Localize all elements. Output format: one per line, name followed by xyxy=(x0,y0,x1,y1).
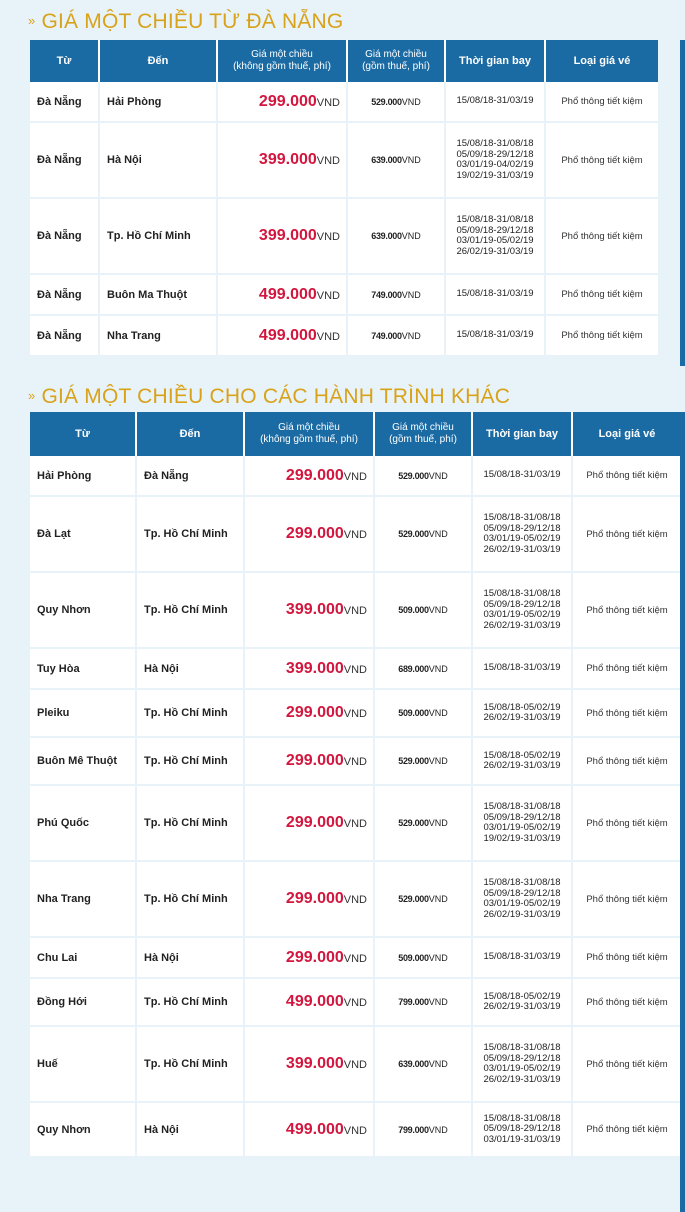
price-value: 299.000 xyxy=(285,704,344,721)
price-value: 299.000 xyxy=(285,466,344,484)
currency-label: VND xyxy=(316,231,340,243)
origin-cell: Đà Nẵng xyxy=(30,123,100,199)
date-range: 03/01/19-05/02/19 xyxy=(483,898,561,909)
section-heading xyxy=(28,385,510,409)
header-line: (gồm thuế, phí) xyxy=(362,61,430,72)
currency-label: VND xyxy=(428,708,448,718)
date-range: 15/08/18-31/08/18 xyxy=(483,588,561,599)
price-with-tax-cell xyxy=(375,573,473,649)
travel-period-cell xyxy=(473,456,573,497)
price-with-tax-cell xyxy=(375,1103,473,1158)
header-line: (không gồm thuế, phí) xyxy=(233,61,331,72)
table-row xyxy=(30,497,681,573)
price-value: 399.000 xyxy=(258,151,317,168)
origin-cell: Đà Nẵng xyxy=(30,275,100,316)
date-range: 03/01/19-05/02/19 xyxy=(483,1063,561,1074)
price-value: 499.000 xyxy=(285,1120,344,1138)
fare-type-cell: Phổ thông tiết kiệm xyxy=(573,786,681,862)
table-row xyxy=(30,275,658,316)
chevron-down-icon: » xyxy=(28,388,36,403)
date-range: 15/08/18-31/08/18 xyxy=(483,512,561,523)
price-value: 499.000 xyxy=(258,326,317,344)
header-line: Giá một chiều xyxy=(392,422,454,433)
price-with-tax-value: 639.000 xyxy=(371,231,402,241)
price-with-tax-value: 509.000 xyxy=(398,708,429,718)
destination-cell: Tp. Hồ Chí Minh xyxy=(137,1027,245,1103)
destination-cell: Tp. Hồ Chí Minh xyxy=(137,738,245,786)
price-value: 299.000 xyxy=(285,525,344,542)
date-range: 05/09/18-29/12/18 xyxy=(483,598,561,610)
currency-label: VND xyxy=(401,231,421,241)
date-range: 05/09/18-29/12/18 xyxy=(483,811,561,823)
currency-label: VND xyxy=(428,818,448,828)
price-with-tax-value: 509.000 xyxy=(398,605,429,615)
travel-period-cell xyxy=(473,786,573,862)
price-value: 299.000 xyxy=(285,948,344,966)
price-with-tax-cell xyxy=(375,497,473,573)
price-value: 299.000 xyxy=(258,92,317,110)
price-cell xyxy=(245,1103,375,1158)
price-with-tax-value: 529.000 xyxy=(398,894,429,904)
table-row xyxy=(30,82,658,123)
fare-type-cell: Phổ thông tiết kiệm xyxy=(546,275,658,316)
date-range: 03/01/19-05/02/19 xyxy=(483,533,561,544)
price-cell xyxy=(218,123,348,199)
date-range: 15/08/18-31/03/19 xyxy=(456,95,534,107)
currency-label: VND xyxy=(343,1059,367,1071)
currency-label: VND xyxy=(428,529,448,539)
price-with-tax-value: 749.000 xyxy=(371,289,402,300)
section-title: GIÁ MỘT CHIỀU CHO CÁC HÀNH TRÌNH KHÁC xyxy=(41,385,511,408)
fare-type-cell: Phổ thông tiết kiệm xyxy=(573,979,681,1027)
origin-cell: Đà Nẵng xyxy=(30,199,100,275)
column-header-to: Đến xyxy=(137,412,245,456)
date-range: 26/02/19-31/03/19 xyxy=(483,712,561,723)
section-heading xyxy=(28,10,343,34)
origin-cell: Hải Phòng xyxy=(30,456,137,497)
price-cell xyxy=(245,862,375,938)
header-row xyxy=(30,40,658,82)
price-with-tax-cell xyxy=(375,786,473,862)
travel-period-cell xyxy=(473,938,573,979)
table-row xyxy=(30,649,681,690)
destination-cell: Hà Nội xyxy=(137,649,245,690)
table-row xyxy=(30,573,681,649)
table-row xyxy=(30,123,658,199)
date-range: 03/01/19-05/02/19 xyxy=(483,822,561,833)
currency-label: VND xyxy=(428,997,448,1007)
fare-table xyxy=(30,40,658,357)
date-range: 05/09/18-29/12/18 xyxy=(456,148,534,160)
column-header-travel-time: Thời gian bay xyxy=(473,412,573,456)
column-header-fare-type: Loại giá vé xyxy=(573,412,681,456)
price-with-tax-value: 689.000 xyxy=(398,663,429,674)
date-range: 15/08/18-31/03/19 xyxy=(456,329,534,341)
price-value: 399.000 xyxy=(285,1055,344,1072)
destination-cell: Tp. Hồ Chí Minh xyxy=(137,497,245,573)
currency-label: VND xyxy=(401,289,421,300)
price-cell xyxy=(245,938,375,979)
currency-label: VND xyxy=(343,997,367,1009)
date-range: 15/08/18-31/03/19 xyxy=(483,662,561,674)
header-line: Giá một chiều xyxy=(365,49,427,60)
currency-label: VND xyxy=(316,96,340,109)
origin-cell: Tuy Hòa xyxy=(30,649,137,690)
destination-cell: Hải Phòng xyxy=(100,82,218,123)
price-cell xyxy=(245,649,375,690)
currency-label: VND xyxy=(428,470,448,481)
date-range: 15/08/18-31/03/19 xyxy=(456,288,534,300)
date-range: 26/02/19-31/03/19 xyxy=(483,543,561,555)
travel-period-cell xyxy=(446,82,546,123)
origin-cell: Đồng Hới xyxy=(30,979,137,1027)
destination-cell: Đà Nẵng xyxy=(137,456,245,497)
origin-cell: Đà Lạt xyxy=(30,497,137,573)
destination-cell: Hà Nội xyxy=(100,123,218,199)
currency-label: VND xyxy=(343,605,367,617)
currency-label: VND xyxy=(428,894,448,904)
price-with-tax-cell xyxy=(375,862,473,938)
currency-label: VND xyxy=(343,818,367,830)
price-with-tax-value: 509.000 xyxy=(398,952,429,963)
price-cell xyxy=(245,690,375,738)
date-range: 05/09/18-29/12/18 xyxy=(483,522,561,534)
destination-cell: Tp. Hồ Chí Minh xyxy=(137,786,245,862)
fare-type-cell: Phổ thông tiết kiệm xyxy=(573,738,681,786)
date-range: 19/02/19-31/03/19 xyxy=(456,169,534,181)
currency-label: VND xyxy=(428,605,448,615)
date-range: 26/02/19-31/03/19 xyxy=(456,245,534,257)
fare-type-cell: Phổ thông tiết kiệm xyxy=(573,497,681,573)
date-range: 05/09/18-29/12/18 xyxy=(483,1123,561,1135)
origin-cell: Buôn Mê Thuột xyxy=(30,738,137,786)
fare-type-cell: Phổ thông tiết kiệm xyxy=(573,862,681,938)
travel-period-cell xyxy=(446,123,546,199)
travel-period-cell xyxy=(473,573,573,649)
chevron-down-icon: » xyxy=(28,13,36,28)
fare-type-cell: Phổ thông tiết kiệm xyxy=(546,123,658,199)
table-edge xyxy=(680,40,685,366)
price-cell xyxy=(245,573,375,649)
currency-label: VND xyxy=(343,663,367,676)
travel-period-cell xyxy=(446,275,546,316)
table-row xyxy=(30,938,681,979)
table-edge xyxy=(680,412,685,1212)
origin-cell: Pleiku xyxy=(30,690,137,738)
date-range: 26/02/19-31/03/19 xyxy=(483,1001,561,1012)
date-range: 15/08/18-05/02/19 xyxy=(483,749,561,761)
date-range: 15/08/18-31/08/18 xyxy=(456,138,534,149)
price-with-tax-cell xyxy=(375,456,473,497)
origin-cell: Quy Nhơn xyxy=(30,573,137,649)
origin-cell: Đà Nẵng xyxy=(30,316,100,357)
destination-cell: Tp. Hồ Chí Minh xyxy=(137,862,245,938)
destination-cell: Buôn Ma Thuột xyxy=(100,275,218,316)
origin-cell: Huế xyxy=(30,1027,137,1103)
date-range: 15/08/18-31/08/18 xyxy=(483,1112,561,1124)
travel-period-cell xyxy=(473,1103,573,1158)
price-cell xyxy=(218,199,348,275)
date-range: 15/08/18-31/08/18 xyxy=(483,877,561,888)
currency-label: VND xyxy=(316,289,340,302)
date-range: 19/02/19-31/03/19 xyxy=(483,832,561,844)
currency-label: VND xyxy=(428,756,448,766)
section-title: GIÁ MỘT CHIỀU TỪ ĐÀ NẴNG xyxy=(41,10,344,33)
currency-label: VND xyxy=(343,708,367,720)
price-cell xyxy=(245,786,375,862)
table-row xyxy=(30,786,681,862)
date-range: 15/08/18-05/02/19 xyxy=(483,990,561,1002)
currency-label: VND xyxy=(343,894,367,906)
column-header-fare-type: Loại giá vé xyxy=(546,40,658,82)
table-row xyxy=(30,1027,681,1103)
date-range: 03/01/19-05/02/19 xyxy=(483,609,561,620)
price-cell xyxy=(245,1027,375,1103)
price-with-tax-value: 639.000 xyxy=(371,155,402,165)
travel-period-cell xyxy=(473,738,573,786)
currency-label: VND xyxy=(428,1124,448,1135)
date-range: 15/08/18-31/03/19 xyxy=(483,951,561,963)
price-cell xyxy=(245,497,375,573)
currency-label: VND xyxy=(343,529,367,541)
currency-label: VND xyxy=(343,470,367,483)
table-row xyxy=(30,979,681,1027)
currency-label: VND xyxy=(428,1059,448,1069)
price-value: 499.000 xyxy=(258,285,317,303)
price-value: 399.000 xyxy=(258,227,317,244)
price-cell xyxy=(245,456,375,497)
date-range: 05/09/18-29/12/18 xyxy=(483,1052,561,1064)
column-header-price-no-tax xyxy=(218,40,348,82)
price-with-tax-cell xyxy=(348,82,446,123)
date-range: 03/01/19-31/03/19 xyxy=(483,1133,561,1145)
currency-label: VND xyxy=(343,756,367,768)
fare-type-cell: Phổ thông tiết kiệm xyxy=(573,649,681,690)
fare-type-cell: Phổ thông tiết kiệm xyxy=(546,199,658,275)
fare-type-cell: Phổ thông tiết kiệm xyxy=(573,573,681,649)
destination-cell: Tp. Hồ Chí Minh xyxy=(137,979,245,1027)
price-with-tax-cell xyxy=(348,275,446,316)
travel-period-cell xyxy=(473,1027,573,1103)
date-range: 15/08/18-05/02/19 xyxy=(483,701,561,713)
currency-label: VND xyxy=(428,663,448,674)
travel-period-cell xyxy=(473,979,573,1027)
date-range: 26/02/19-31/03/19 xyxy=(483,1073,561,1085)
price-with-tax-cell xyxy=(375,649,473,690)
price-with-tax-cell xyxy=(375,1027,473,1103)
destination-cell: Tp. Hồ Chí Minh xyxy=(137,573,245,649)
travel-period-cell xyxy=(446,316,546,357)
date-range: 15/08/18-31/03/19 xyxy=(483,469,561,481)
price-value: 299.000 xyxy=(285,814,344,831)
price-with-tax-value: 529.000 xyxy=(398,756,429,766)
date-range: 26/02/19-31/03/19 xyxy=(483,908,561,920)
price-with-tax-value: 799.000 xyxy=(398,997,429,1007)
fare-type-cell: Phổ thông tiết kiệm xyxy=(573,1103,681,1158)
destination-cell: Tp. Hồ Chí Minh xyxy=(100,199,218,275)
date-range: 15/08/18-31/08/18 xyxy=(483,801,561,812)
column-header-travel-time: Thời gian bay xyxy=(446,40,546,82)
price-cell xyxy=(245,738,375,786)
currency-label: VND xyxy=(401,330,421,341)
price-with-tax-cell xyxy=(348,199,446,275)
origin-cell: Quy Nhơn xyxy=(30,1103,137,1158)
price-cell xyxy=(218,82,348,123)
date-range: 26/02/19-31/03/19 xyxy=(483,760,561,771)
travel-period-cell xyxy=(473,649,573,690)
date-range: 03/01/19-04/02/19 xyxy=(456,159,534,170)
currency-label: VND xyxy=(401,155,421,165)
date-range: 15/08/18-31/08/18 xyxy=(456,214,534,225)
fare-type-cell: Phổ thông tiết kiệm xyxy=(573,938,681,979)
destination-cell: Hà Nội xyxy=(137,1103,245,1158)
price-cell xyxy=(218,316,348,357)
date-range: 05/09/18-29/12/18 xyxy=(456,224,534,236)
destination-cell: Tp. Hồ Chí Minh xyxy=(137,690,245,738)
destination-cell: Nha Trang xyxy=(100,316,218,357)
price-with-tax-cell xyxy=(375,738,473,786)
header-line: (gồm thuế, phí) xyxy=(389,434,457,445)
fare-type-cell: Phổ thông tiết kiệm xyxy=(546,316,658,357)
price-with-tax-value: 529.000 xyxy=(398,529,429,539)
price-with-tax-value: 529.000 xyxy=(398,470,429,481)
currency-label: VND xyxy=(428,952,448,963)
column-header-to: Đến xyxy=(100,40,218,82)
table-row xyxy=(30,1103,681,1158)
currency-label: VND xyxy=(316,330,340,343)
fare-type-cell: Phổ thông tiết kiệm xyxy=(546,82,658,123)
table-row xyxy=(30,316,658,357)
fare-table xyxy=(30,412,681,1158)
date-range: 03/01/19-05/02/19 xyxy=(456,235,534,246)
price-value: 499.000 xyxy=(285,993,344,1010)
header-line: (không gồm thuế, phí) xyxy=(260,434,358,445)
origin-cell: Chu Lai xyxy=(30,938,137,979)
price-with-tax-cell xyxy=(375,979,473,1027)
table-row xyxy=(30,690,681,738)
date-range: 05/09/18-29/12/18 xyxy=(483,887,561,899)
travel-period-cell xyxy=(473,862,573,938)
column-header-price-tax xyxy=(348,40,446,82)
column-header-price-no-tax xyxy=(245,412,375,456)
price-value: 399.000 xyxy=(285,601,344,618)
table-row xyxy=(30,199,658,275)
header-line: Giá một chiều xyxy=(278,422,340,433)
column-header-from: Từ xyxy=(30,40,100,82)
origin-cell: Phú Quốc xyxy=(30,786,137,862)
travel-period-cell xyxy=(473,690,573,738)
date-range: 26/02/19-31/03/19 xyxy=(483,619,561,631)
origin-cell: Nha Trang xyxy=(30,862,137,938)
fare-type-cell: Phổ thông tiết kiệm xyxy=(573,1027,681,1103)
currency-label: VND xyxy=(343,952,367,965)
price-with-tax-cell xyxy=(375,938,473,979)
currency-label: VND xyxy=(316,155,340,167)
price-value: 299.000 xyxy=(285,752,344,769)
price-with-tax-value: 529.000 xyxy=(398,818,429,828)
price-cell xyxy=(218,275,348,316)
travel-period-cell xyxy=(446,199,546,275)
price-with-tax-value: 799.000 xyxy=(398,1124,429,1135)
travel-period-cell xyxy=(473,497,573,573)
header-row xyxy=(30,412,681,456)
fare-type-cell: Phổ thông tiết kiệm xyxy=(573,690,681,738)
currency-label: VND xyxy=(343,1124,367,1137)
table-row xyxy=(30,456,681,497)
destination-cell: Hà Nội xyxy=(137,938,245,979)
table-row xyxy=(30,862,681,938)
fare-type-cell: Phổ thông tiết kiệm xyxy=(573,456,681,497)
price-cell xyxy=(245,979,375,1027)
header-line: Giá một chiều xyxy=(251,49,313,60)
column-header-price-tax xyxy=(375,412,473,456)
price-with-tax-value: 529.000 xyxy=(371,96,402,107)
column-header-from: Từ xyxy=(30,412,137,456)
currency-label: VND xyxy=(401,96,421,107)
price-with-tax-value: 639.000 xyxy=(398,1059,429,1069)
price-with-tax-cell xyxy=(375,690,473,738)
price-with-tax-value: 749.000 xyxy=(371,330,402,341)
price-with-tax-cell xyxy=(348,123,446,199)
price-with-tax-cell xyxy=(348,316,446,357)
origin-cell: Đà Nẵng xyxy=(30,82,100,123)
table-row xyxy=(30,738,681,786)
date-range: 15/08/18-31/08/18 xyxy=(483,1042,561,1053)
price-value: 299.000 xyxy=(285,890,344,907)
price-value: 399.000 xyxy=(285,659,344,677)
